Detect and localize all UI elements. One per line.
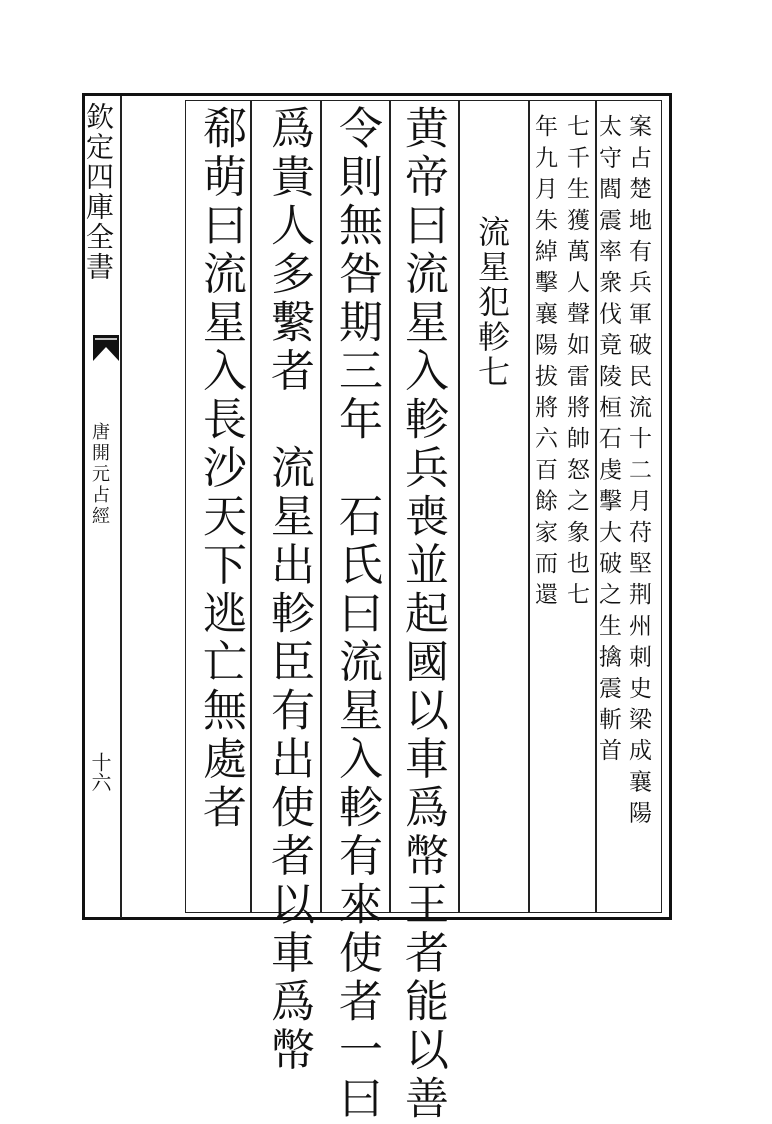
column-rule — [250, 101, 252, 913]
text-column: 郗萌曰流星入長沙天下逃亡無處者 — [195, 105, 246, 833]
annotation-column: 年九月朱綽擊襄陽拔將六百餘家而還 — [531, 114, 557, 614]
section-heading: 流星犯軫七 — [473, 215, 511, 390]
annotation-column: 案占楚地有兵軍破民流十二月苻堅荆州刺史梁成襄陽 — [625, 114, 651, 832]
book-subtitle: 唐開元占經 — [89, 422, 110, 527]
annotation-column: 七千生獲萬人聲如雷將帥怒之象也七 — [563, 114, 589, 614]
column-rule — [389, 101, 391, 913]
text-column: 爲貴人多繫者 流星出軫臣有出使者以車爲幣 — [263, 105, 314, 1075]
column-rule — [528, 101, 530, 913]
annotation-column: 太守閻震率衆伐竟陵桓石虔擊大破之生擒震斬首 — [595, 114, 621, 770]
page-number: 十六 — [88, 752, 112, 792]
column-rule — [458, 101, 460, 913]
book-title: 欽定四庫全書 — [82, 102, 115, 282]
fish-tail-mark-icon — [92, 333, 120, 363]
column-rule — [320, 101, 322, 913]
text-column: 令則無咎期三年 石氏曰流星入軫有來使者一曰 — [331, 105, 382, 1124]
text-column: 黄帝曰流星入軫兵喪並起國以車爲幣王者能以善 — [397, 105, 448, 1124]
gutter-rule — [120, 96, 122, 918]
